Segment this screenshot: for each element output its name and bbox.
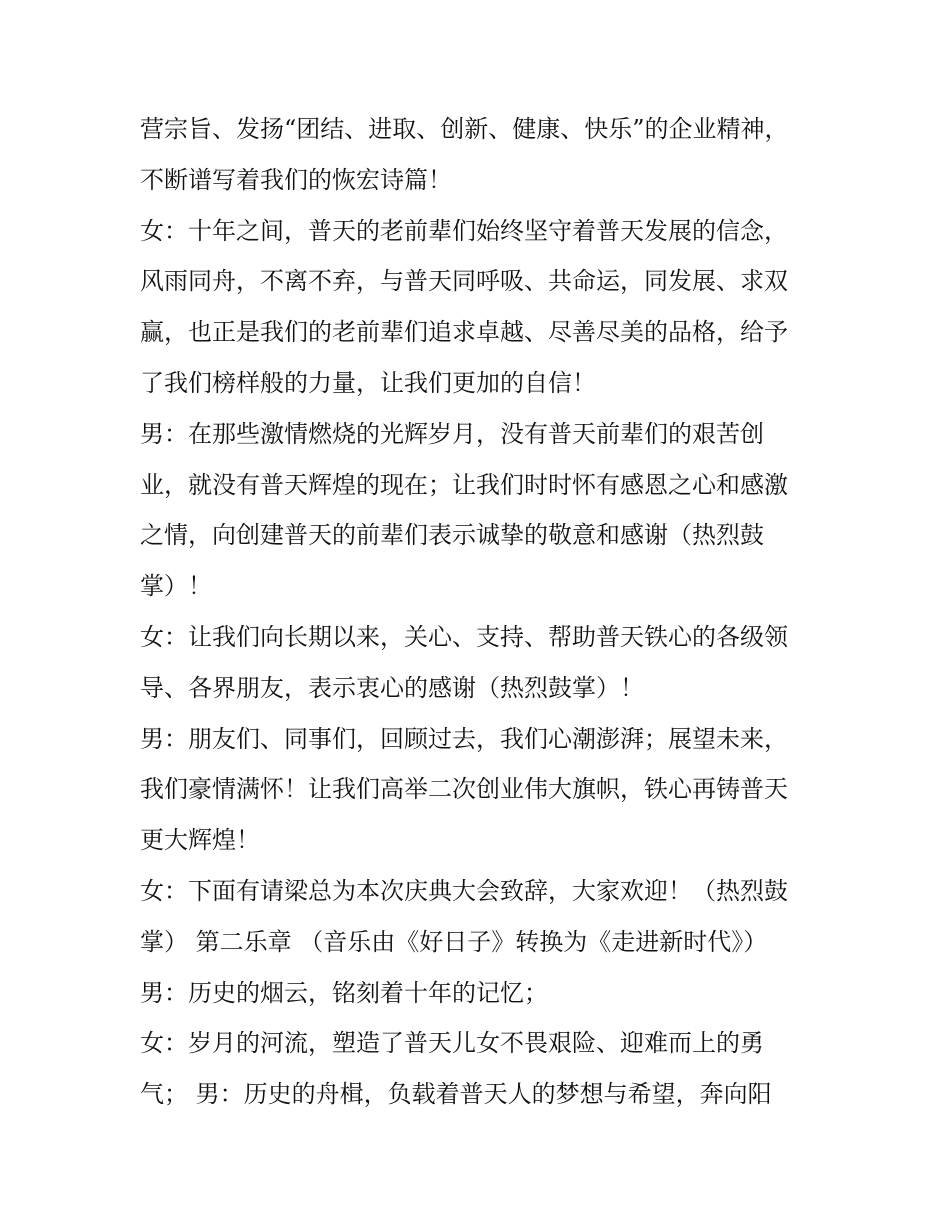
text-line: 男：在那些激情燃烧的光辉岁月，没有普天前辈们的艰苦创 [140,419,764,448]
text-line: 女：下面有请梁总为本次庆典大会致辞，大家欢迎！（热烈鼓 [140,876,788,905]
body-text [140,104,840,1120]
text-line: 掌）！ [140,572,212,601]
text-line: 男：朋友们、同事们，回顾过去，我们心潮澎湃；展望未来， [140,724,788,753]
text-line: 不断谱写着我们的恢宏诗篇！ [140,165,452,194]
text-line: 气； 男：历史的舟楫，负载着普天人的梦想与希望，奔向阳 [140,1080,772,1109]
text-line: 风雨同舟，不离不弃，与普天同呼吸、共命运，同发展、求双 [140,267,788,296]
text-line: 更大辉煌！ [140,826,260,855]
text-line: 女：岁月的河流，塑造了普天儿女不畏艰险、迎难而上的勇 [140,1029,764,1058]
text-line: 掌） 第二乐章 （音乐由《好日子》转换为《走进新时代》） [140,927,768,956]
text-line: 男：历史的烟云，铭刻着十年的记忆； [140,978,548,1007]
text-line: 我们豪情满怀！让我们高举二次创业伟大旗帜，铁心再铸普天 [140,775,788,804]
text-line: 女：让我们向长期以来，关心、支持、帮助普天铁心的各级领 [140,622,788,651]
text-line: 女：十年之间，普天的老前辈们始终坚守着普天发展的信念， [140,216,788,245]
text-line: 业，就没有普天辉煌的现在；让我们时时怀有感恩之心和感激 [140,470,788,499]
text-line: 导、各界朋友，表示衷心的感谢（热烈鼓掌）！ [140,673,644,702]
text-line: 之情，向创建普天的前辈们表示诚挚的敬意和感谢（热烈鼓 [140,521,764,550]
text-line: 营宗旨、发扬“团结、进取、创新、健康、快乐”的企业精神， [140,115,789,143]
text-line: 赢，也正是我们的老前辈们追求卓越、尽善尽美的品格，给予 [140,318,788,347]
text-line: 了我们榜样般的力量，让我们更加的自信！ [140,368,596,397]
